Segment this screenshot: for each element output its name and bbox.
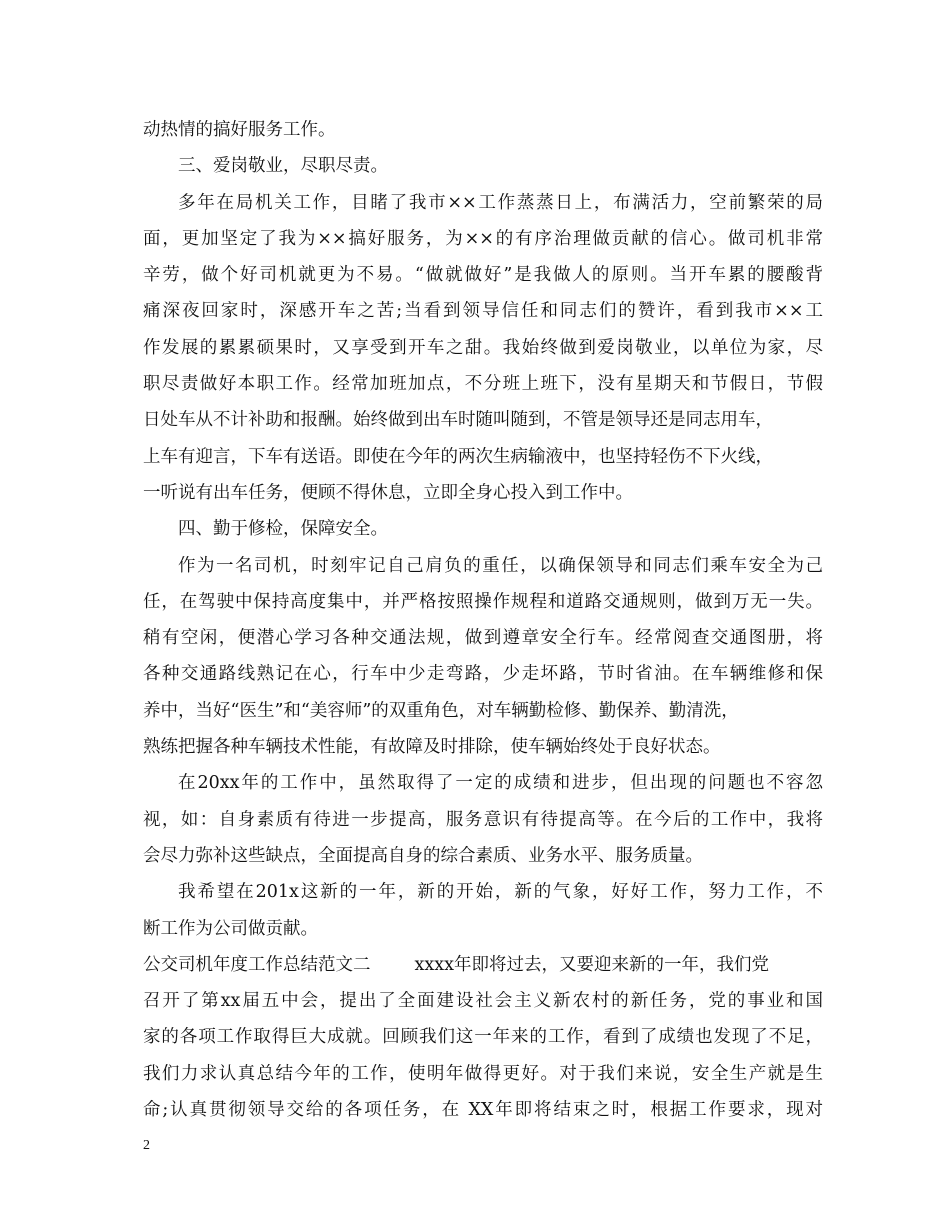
text-line: 各种交通路线熟记在心，行车中少走弯路，少走坏路，节时省油。在车辆维修和保 <box>143 664 823 685</box>
text-line: 召开了第xx届五中会，提出了全面建设社会主义新农村的新任务，党的事业和国 <box>143 991 823 1012</box>
section-title-line <box>143 947 823 983</box>
text-line: 稍有空闲，便潜心学习各种交通法规，做到遵章安全行车。经常阅查交通图册，将 <box>143 628 823 649</box>
text-line: 断工作为公司做贡献。 <box>143 918 318 939</box>
text-line: 养中，当好“医生”和“美容师”的双重角色，对车辆勤检修、勤保养、勤清洗， <box>143 700 739 721</box>
text-line: 命;认真贯彻领导交给的各项任务，在 XX年即将结束之时，根据工作要求，现对 <box>143 1100 823 1121</box>
section-heading: 三、爱岗敬业，尽职尽责。 <box>178 156 388 177</box>
text-line: 作为一名司机，时刻牢记自己肩负的重任，以确保领导和同志们乘车安全为己 <box>178 555 823 576</box>
section-heading: 四、勤于修检，保障安全。 <box>178 519 388 540</box>
text-line: 熟练把握各种车辆技术性能，有故障及时排除，使车辆始终处于良好状态。 <box>143 737 721 758</box>
text-line: 辛劳，做个好司机就更为不易。“做就做好”是我做人的原则。当开车累的腰酸背 <box>143 265 823 286</box>
text-line: 视，如：自身素质有待进一步提高，服务意识有待提高等。在今后的工作中，我将 <box>143 809 823 830</box>
text-line: 我希望在201x这新的一年，新的开始，新的气象，好好工作，努力工作，不 <box>178 882 823 903</box>
section-title: 公交司机年度工作总结范文二 <box>143 954 371 975</box>
text-line: 一听说有出车任务，便顾不得休息，立即全身心投入到工作中。 <box>143 482 633 503</box>
text-line: 家的各项工作取得巨大成就。回顾我们这一年来的工作，看到了成绩也发现了不足， <box>143 1027 823 1048</box>
text-line: 会尽力弥补这些缺点，全面提高自身的综合素质、业务水平、服务质量。 <box>143 845 703 866</box>
document-body <box>143 112 823 1128</box>
text-line: 动热情的搞好服务工作。 <box>143 120 336 140</box>
text-line: 多年在局机关工作，目睹了我市××工作蒸蒸日上，布满活力，空前繁荣的局 <box>178 192 823 213</box>
text-line: 日处车从不计补助和报酬。始终做到出车时随叫随到，不管是领导还是同志用车， <box>143 410 773 431</box>
text-line: 我们力求认真总结今年的工作，使明年做得更好。对于我们来说，安全生产就是生 <box>143 1063 823 1084</box>
text-line: 任，在驾驶中保持高度集中，并严格按照操作规程和道路交通规则，做到万无一失。 <box>143 591 823 612</box>
text-line: 在20xx年的工作中，虽然取得了一定的成绩和进步，但出现的问题也不容忽 <box>178 773 823 794</box>
page-number: 2 <box>143 1138 150 1153</box>
text-line: 上车有迎言，下车有送语。即使在今年的两次生病输液中，也坚持轻伤不下火线， <box>143 446 773 467</box>
section-lead: xxxx年即将过去，又要迎来新的一年，我们党 <box>414 954 769 975</box>
text-line: 作发展的累累硕果时，又享受到开车之甜。我始终做到爱岗敬业，以单位为家，尽 <box>143 337 823 358</box>
text-line: 面，更加坚定了我为××搞好服务，为××的有序治理做贡献的信心。做司机非常 <box>143 228 823 249</box>
text-line: 职尽责做好本职工作。经常加班加点，不分班上班下，没有星期天和节假日，节假 <box>143 374 823 395</box>
text-line: 痛深夜回家时，深感开车之苦;当看到领导信任和同志们的赞许，看到我市××工 <box>143 301 823 322</box>
